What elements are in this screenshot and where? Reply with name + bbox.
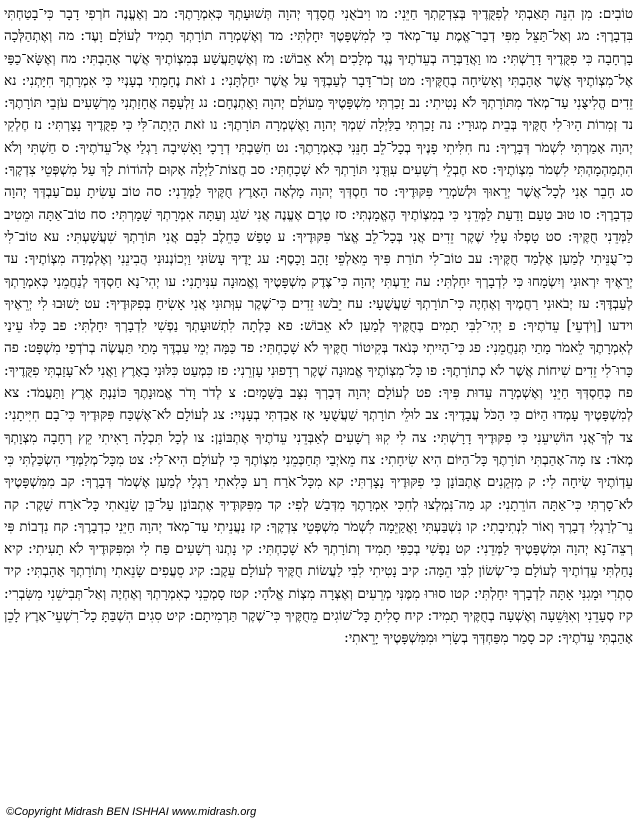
copyright-footer: ©Copyright Midrash BEN ISHHAI www.midrash.org bbox=[6, 806, 257, 818]
hebrew-text-body: טוֹבִים: מִן הִנֵּה תָּאַבְתִּי לְפִקֻּדֶיךָ בְּצִדְקָתְךָ חַיֵּנִי: מו וִיבֹאֻנִי חֲסָדֶךָ יְהוָה תְּשׁוּעָתְךָ כְּאִמְרָתֶךָ: מב וְאֶעֱנֶה חֹרְפִי דָבָר כִּי־בָטַחְתִּי בִּדְבָרֶךָ: מג וְאַל־תַּצֵּל מִפִּי דְבַר־אֱמֶת עַד־מְאֹד כִּי לְמִשְׁפָּטֶךָ יִחָלְתִּי: מד וְאֶשְׁמְרָה תוֹרָתְךָ תָמִיד לְעוֹלָם וָעֶד: מה וְאֶתְהַלְּכָה בָרְחָבָה כִּי פִקֻּדֶיךָ דָרָשְׁתִּי: מו וַאֲדַבְּרָה בְעֵדֹתֶיךָ נֶגֶד מְלָכִים וְלֹא אֵבוֹשׁ: מז וְאֶשְׁתַּעֲשַׁע בְּמִצְוֹתֶיךָ אֲשֶׁר אָהָבְתִּי: מח וְאֶשָּׂא־כַפַּי אֶל־מִצְוֹתֶיךָ אֲשֶׁר אָהָבְתִּי וְאָשִׂיחָה בְחֻקֶּיךָ: מט זְכֹר־דָּבָר לְעַבְדֶּךָ עַל אֲשֶׁר יִחַלְתָּנִי: נ זֹאת נֶחָמָתִי בְעָנְיִי כִּי אִמְרָתְךָ חִיָּתְנִי: נא זֵדִים הֱלִיצֻנִי עַד־מְאֹד מִתּוֹרָתְךָ לֹא נָטִיתִי: נב זָכַרְתִּי מִשְׁפָּטֶיךָ מֵעוֹלָם יְהוָה וָאֶתְנֶחָם: נג זַלְעָפָה אֲחָזַתְנִי מֵרְשָׁעִים עֹזְבֵי תּוֹרָתֶךָ: נד זְמִרוֹת הָיוּ־לִי חֻקֶּיךָ בְּבֵית מְגוּרָי: נה זָכַרְתִּי בַלַּיְלָה שִׁמְךָ יְהוָה וָאֶשְׁמְרָה תּוֹרָתֶךָ: נו זֹאת הָיְתָה־לִּי כִּי פִקֻּדֶיךָ נָצָרְתִּי: נז חֶלְקִי יְהוָה אָמַרְתִּי לִשְׁמֹר דְּבָרֶיךָ: נח חִלִּיתִי פָנֶיךָ בְכָל־לֵב חָנֵּנִי כְּאִמְרָתֶךָ: נט חִשַּׁבְתִּי דְרָכָי וָאָשִׁיבָה רַגְלַי אֶל־עֵדֹתֶיךָ: ס חַשְׁתִּי וְלֹא הִתְמַהְמָהְתִּי לִשְׁמֹר מִצְוֹתֶיךָ: סא חֶבְלֵי רְשָׁעִים עִוְּדֻנִי תּוֹרָתְךָ לֹא שָׁכָחְתִּי: סב חֲצוֹת־לַיְלָה אָקוּם לְהוֹדוֹת לָךְ עַל מִשְׁפְּטֵי צִדְקֶךָ: סג חָבֵר אָנִי לְכָל־אֲשֶׁר יְרֵאוּךָ וּלְשֹׁמְרֵי פִּקּוּדֶיךָ: סד חַסְדְּךָ יְהוָה מָלְאָה הָאָרֶץ חֻקֶּיךָ לַמְּדֵנִי: סה טוֹב עָשִׂיתָ עִם־עַבְדְּךָ יְהוָה כִּדְבָרֶךָ: סו טוּב טַעַם וָדַעַת לַמְּדֵנִי כִּי בְמִצְוֹתֶיךָ הֶאֱמָנְתִּי: סז טֶרֶם אֶעֱנֶה אֲנִי שֹׁגֵג וְעַתָּה אִמְרָתְךָ שָׁמָרְתִּי: סח טוֹב־אַתָּה וּמֵטִיב לַמְּדֵנִי חֻקֶּיךָ: סט טָפְלוּ עָלַי שֶׁקֶר זֵדִים אֲנִי בְּכָל־לֵב אֱצֹּר פִּקּוּדֶיךָ: ע טָפַשׁ כַּחֵלֶב לִבָּם אֲנִי תּוֹרָתְךָ שִׁעֲשָׁעְתִּי: עא טוֹב־לִי כִי־עֻנֵּיתִי לְמַעַן אֶלְמַד חֻקֶּיךָ: עב טוֹב־לִי תוֹרַת פִּיךָ מֵאַלְפֵי זָהָב וָכָסֶף: עג יָדֶיךָ עָשׂוּנִי וַיְכוֹנְנוּנִי הֲבִינֵנִי וְאֶלְמְדָה מִצְוֹתֶיךָ: עד יְרֵאֶיךָ יִרְאוּנִי וְיִשְׂמָחוּ כִּי לִדְבָרְךָ יִחָלְתִּי: עה יָדַעְתִּי יְהוָה כִּי־צֶדֶק מִשְׁפָּטֶיךָ וֶאֱמוּנָה עִנִּיתָנִי: עו יְהִי־נָא חַסְדְּךָ לְנַחֲמֵנִי כְּאִמְרָתְךָ לְעַבְדֶּךָ: עז יְבֹאוּנִי רַחֲמֶיךָ וְאֶחְיֶה כִּי־תוֹרָתְךָ שַׁעֲשֻׁעָי: עח יֵבֹשׁוּ זֵדִים כִּי־שֶׁקֶר עִוְּתוּנִי אֲנִי אָשִׂיחַ בְּפִקּוּדֶיךָ: עט יָשׁוּבוּ לִי יְרֵאֶיךָ וידעו [וְיֹדְעֵי] עֵדֹתֶיךָ: פ יְהִי־לִבִּי תָמִים בְּחֻקֶּיךָ לְמַעַן לֹא אֵבוֹשׁ: פא כָּלְתָה לִתְשׁוּעָתְךָ נַפְשִׁי לִדְבָרְךָ יִחָלְתִּי: פב כָּלוּ עֵינַי לְאִמְרָתֶךָ לֵאמֹר מָתַי תְּנַחֲמֵנִי: פג כִּי־הָיִיתִי כְּנֹאד בְּקִיטוֹר חֻקֶּיךָ לֹא שָׁכָחְתִּי: פד כַּמָּה יְמֵי עַבְדֶּךָ מָתַי תַּעֲשֶׂה בְרֹדְפַי מִשְׁפָּט: פה כָּרוּ־לִי זֵדִים שִׁיחוֹת אֲשֶׁר לֹא כְתוֹרָתֶךָ: פו כָּל־מִצְוֹתֶיךָ אֱמוּנָה שֶׁקֶר רְדָפוּנִי עָזְרֵנִי: פז כִּמְעַט כִּלּוּנִי בָאָרֶץ וַאֲנִי לֹא־עָזַבְתִּי פִקֻּדֶיךָ: פח כְּחַסְדְּךָ חַיֵּנִי וְאֶשְׁמְרָה עֵדוּת פִּיךָ: פט לְעוֹלָם יְהוָה דְּבָרְךָ נִצָּב בַּשָּׁמָיִם: צ לְדֹר וָדֹר אֱמוּנָתֶךָ כּוֹנַנְתָּ אֶרֶץ וַתַּעֲמֹד: צא לְמִשְׁפָּטֶיךָ עָמְדוּ הַיּוֹם כִּי הַכֹּל עֲבָדֶיךָ: צב לוּלֵי תוֹרָתְךָ שַׁעֲשֻׁעָי אָז אָבַדְתִּי בְעָנְיִי: צג לְעוֹלָם לֹא־אֶשְׁכַּח פִּקּוּדֶיךָ כִּי־בָם חִיִּיתָנִי: צד לְךָ־אֲנִי הוֹשִׁיעֵנִי כִּי פִקּוּדֶיךָ דָרָשְׁתִּי: צה לִי קִוּוּ רְשָׁעִים לְאַבְּדֵנִי עֵדֹתֶיךָ אֶתְבּוֹנָן: צו לְכָל תִּכְלָה רָאִיתִי קֵץ רְחָבָה מִצְוָתְךָ מְאֹד: צז מָה־אָהַבְתִּי תוֹרָתֶךָ כָּל־הַיּוֹם הִיא שִׂיחָתִי: צח מֵאֹיְבַי תְּחַכְּמֵנִי מִצְוֹתֶךָ כִּי לְעוֹלָם הִיא־לִי: צט מִכָּל־מְלַמְּדַי הִשְׂכַּלְתִּי כִּי עֵדְוֹתֶיךָ שִׂיחָה לִי: ק מִזְּקֵנִים אֶתְבּוֹנָן כִּי פִקּוּדֶיךָ נָצָרְתִּי: קא מִכָּל־אֹרַח רָע כָּלִאתִי רַגְלָי לְמַעַן אֶשְׁמֹר דְּבָרֶךָ: קב מִמִּשְׁפָּטֶיךָ לֹא־סָרְתִּי כִּי־אַתָּה הוֹרֵתָנִי: קג מַה־נִּמְלְצוּ לְחִכִּי אִמְרָתֶךָ מִדְּבַשׁ לְפִי: קד מִפִּקּוּדֶיךָ אֶתְבּוֹנָן עַל־כֵּן שָׂנֵאתִי כָּל־אֹרַח שָׁקֶר: קה נֵר־לְרַגְלִי דְבָרֶךָ וְאוֹר לִנְתִיבָתִי: קו נִשְׁבַּעְתִּי וָאֲקַיֵּמָה לִשְׁמֹר מִשְׁפְּטֵי צִדְקֶךָ: קז נַעֲנֵיתִי עַד־מְאֹד יְהוָה חַיֵּנִי כִדְבָרֶךָ: קח נִדְבוֹת פִּי רְצֵה־נָא יְהוָה וּמִשְׁפָּטֶיךָ לַמְּדֵנִי: קט נַפְשִׁי בְכַפִּי תָמִיד וְתוֹרָתְךָ לֹא שָׁכָחְתִּי: קי נָתְנוּ רְשָׁעִים פַּח לִי וּמִפִּקּוּדֶיךָ לֹא תָעִיתִי: קיא נָחַלְתִּי עֵדְוֹתֶיךָ לְעוֹלָם כִּי־שְׂשׂוֹן לִבִּי הֵמָּה: קיב נָטִיתִי לִבִּי לַעֲשׂוֹת חֻקֶּיךָ לְעוֹלָם עֵקֶב: קיג סֵעֲפִים שָׂנֵאתִי וְתוֹרָתְךָ אָהָבְתִּי: קיד סִתְרִי וּמָגִנִּי אָתָּה לִדְבָרְךָ יִחָלְתִּי: קטו סוּרוּ מִמֶּנִּי מְרֵעִים וְאֶצְּרָה מִצְוֹת אֱלֹהָי: קטז סָמְכֵנִי כְאִמְרָתְךָ וְאֶחְיֶה וְאַל־תְּבִישֵׁנִי מִשִּׂבְרִי: קיז סְעָדֵנִי וְאִוָּשֵׁעָה וְאֶשְׁעָה בְחֻקֶּיךָ תָמִיד: קיח סָלִיתָ כָּל־שׁוֹגִים מֵחֻקֶּיךָ כִּי־שֶׁקֶר תַּרְמִיתָם: קיט סִגִים הִשְׁבַּתָּ כָל־רִשְׁעֵי־אָרֶץ לָכֵן אָהַבְתִּי עֵדֹתֶיךָ: קכ סָמַר מִפַּחְדְּךָ בְשָׂרִי וּמִמִּשְׁפָּטֶיךָ יָרֵאתִי: bbox=[4, 6, 633, 647]
